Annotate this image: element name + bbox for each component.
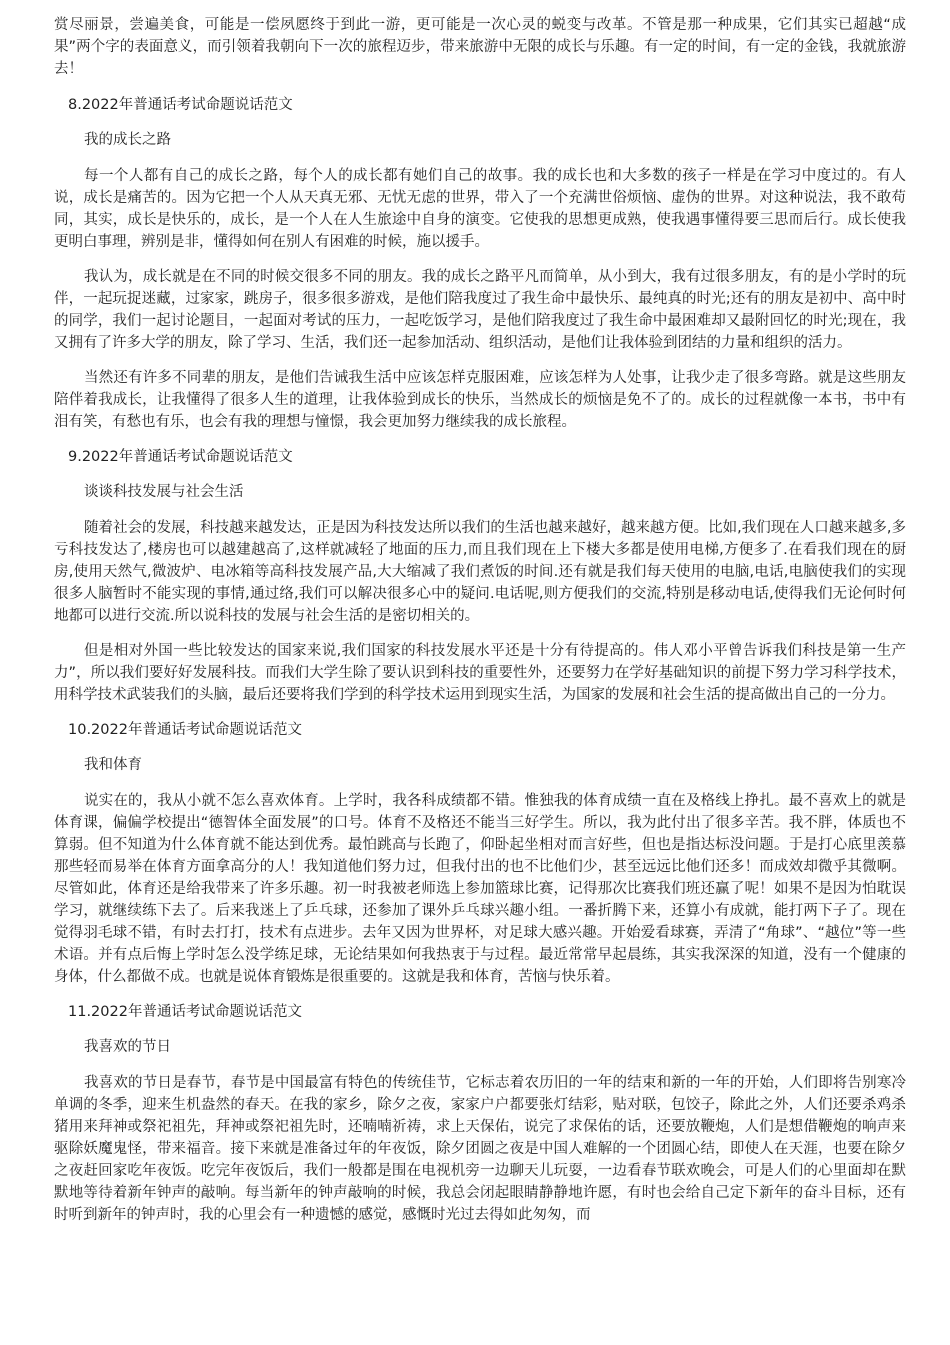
body-paragraph: 我认为，成长就是在不同的时候交很多不同的朋友。我的成长之路平凡而简单，从小到大，我有过很多朋友，有的是小学时的玩伴，一起玩捉迷藏，过家家，跳房子，很多很多游戏，是他们陪我度过了我生命中最快乐、最纯真的时光;还有的朋友是初中、高中时的同学，我们一起讨论题目，一起面对考试的压力，一起吃饭学习，是他们陪我度过了我生命中最困难却又最附回忆的时光;现在，我又拥有了许多大学的朋友，除了学习、生活，我们还一起参加活动、组织活动，是他们让我体验到团结的力量和组织的活力。: [54, 269, 906, 351]
body-paragraph: 当然还有许多不同辈的朋友，是他们告诫我生活中应该怎样克服困难，应该怎样为人处事，让我少走了很多弯路。就是这些朋友陪伴着我成长，让我懂得了很多人生的道理，让我体验到成长的快乐，当然成长的烦恼是免不了的。成长的过程就像一本书，书中有泪有笑，有愁也有乐，也会有我的理想与憧憬，我会更加努力继续我的成长旅程。: [54, 370, 906, 430]
section-heading: 11.2022年普通话考试命题说话范文: [68, 1004, 302, 1020]
section-8: [54, 94, 906, 433]
essay-title: 谈谈科技发展与社会生活: [84, 484, 244, 500]
body-paragraph: 随着社会的发展，科技越来越发达，正是因为科技发达所以我们的生活也越来越好，越来越方便。比如,我们现在人口越来越多,多亏科技发达了,楼房也可以越建越高了,这样就减轻了地面的压力,而且我们现在上下楼大多都是使用电梯,方便多了.在看我们现在的厨房,使用天然气,微波炉、电冰箱等高科技发展产品,大大缩减了我们煮饭的时间.还有就是我们每天使用的电脑,电话,电脑使我们的实现很多人脑暂时不能实现的事情,通过络,我们可以解决很多心中的疑问.电话呢,则方便我们的交流,特别是移动电话,使得我们无论何时何地都可以进行交流.所以说科技的发展与社会生活的是密切相关的。: [54, 520, 906, 624]
body-paragraph: 但是相对外国一些比较发达的国家来说,我们国家的科技发展水平还是十分有待提高的。伟人邓小平曾告诉我们科技是第一生产力”，所以我们要好好发展科技。而我们大学生除了要认识到科技的重要性外，还要努力在学好基础知识的前提下努力学习科学技术，用科学技术武装我们的头脑，最后还要将我们学到的科学技术运用到现实生活，为国家的发展和社会生活的提高做出自己的一分力。: [54, 643, 906, 703]
intro-paragraph: 赏尽丽景，尝遍美食，可能是一偿夙愿终于到此一游，更可能是一次心灵的蜕变与改革。不管是那一种成果，它们其实已超越“成果”两个字的表面意义，而引领着我朝向下一次的旅程迈步，带来旅游中无限的成长与乐趣。有一定的时间，有一定的金钱，我就旅游去！: [54, 17, 906, 77]
section-9: [54, 446, 906, 706]
body-paragraph: 我喜欢的节日是春节，春节是中国最富有特色的传统佳节，它标志着农历旧的一年的结束和新的一年的开始，人们即将告别寒冷单调的冬季，迎来生机盎然的春天。在我的家乡，除夕之夜，家家户户都要张灯结彩，贴对联，包饺子，除此之外，人们还要杀鸡杀猪用来拜神或祭祀祖先，拜神或祭祀祖先时，还喃喃祈祷，求上天保佑，说完了求保佑的话，还要放鞭炮，人们是想借鞭炮的响声来驱除妖魔鬼怪，带来福音。接下来就是准备过年的年夜饭，除夕团圆之夜是中国人难解的一个团圆心结，即使人在天涯，也要在除夕之夜赶回家吃年夜饭。吃完年夜饭后，我们一般都是围在电视机旁一边聊天儿玩耍，一边看春节联欢晚会，可是人们的心里面却在默默地等待着新年钟声的敲响。每当新年的钟声敲响的时候，我总会闭起眼睛静静地许愿，有时也会给自己定下新年的奋斗目标，还有时听到新年的钟声时，我的心里会有一种遗憾的感觉，感慨时光过去得如此匆匆，而: [54, 1075, 906, 1223]
essay-title: 我和体育: [84, 757, 142, 773]
section-11: [54, 1001, 906, 1226]
essay-title: 我的成长之路: [84, 132, 171, 148]
section-heading: 9.2022年普通话考试命题说话范文: [68, 449, 293, 465]
section-10: [54, 719, 906, 988]
body-paragraph: 说实在的，我从小就不怎么喜欢体育。上学时，我各科成绩都不错。惟独我的体育成绩一直在及格线上挣扎。最不喜欢上的就是体育课，偏偏学校提出“德智体全面发展”的口号。体育不及格还不能当三好学生。所以，我为此付出了很多辛苦。我不胖，体质也不算弱。但不知道为什么体育就不能达到优秀。最怕跳高与长跑了，仰卧起坐相对而言好些，但也是指达标没问题。于是打心底里羡慕那些轻而易举在体育方面拿高分的人！我知道他们努力过，但我付出的也不比他们少，甚至远远比他们还多！而成效却微乎其微啊。尽管如此，体育还是给我带来了许多乐趣。初一时我被老师选上参加篮球比赛，记得那次比赛我们班还赢了呢！如果不是因为怕耽误学习，就继续练下去了。后来我迷上了乒乓球，还参加了课外乒乓球兴趣小组。一番折腾下来，还算小有成就，能打两下子了。现在觉得羽毛球不错，有时去打打，技术有点进步。去年又因为世界杯，对足球大感兴趣。开始爱看球赛，弄清了“角球”、“越位”等一些术语。并有点后悔上学时怎么没学练足球，无论结果如何我热衷于与过程。最近常常早起晨练，其实我深深的知道，没有一个健康的身体，什么都做不成。也就是说体育锻炼是很重要的。这就是我和体育，苦恼与快乐着。: [54, 793, 906, 985]
body-paragraph: 每一个人都有自己的成长之路，每个人的成长都有她们自己的故事。我的成长也和大多数的孩子一样是在学习中度过的。有人说，成长是痛苦的。因为它把一个人从天真无邪、无忧无虑的世界，带入了一个充满世俗烦恼、虚伪的世界。对这种说法，我不敢苟同，其实，成长是快乐的，成长，是一个人在人生旅途中自身的演变。它使我的思想更成熟，使我遇事懂得要三思而后行。成长使我更明白事理，辨别是非，懂得如何在别人有困难的时候，施以援手。: [54, 168, 906, 250]
section-heading: 10.2022年普通话考试命题说话范文: [68, 722, 302, 738]
essay-title: 我喜欢的节日: [84, 1039, 171, 1055]
section-heading: 8.2022年普通话考试命题说话范文: [68, 97, 293, 113]
